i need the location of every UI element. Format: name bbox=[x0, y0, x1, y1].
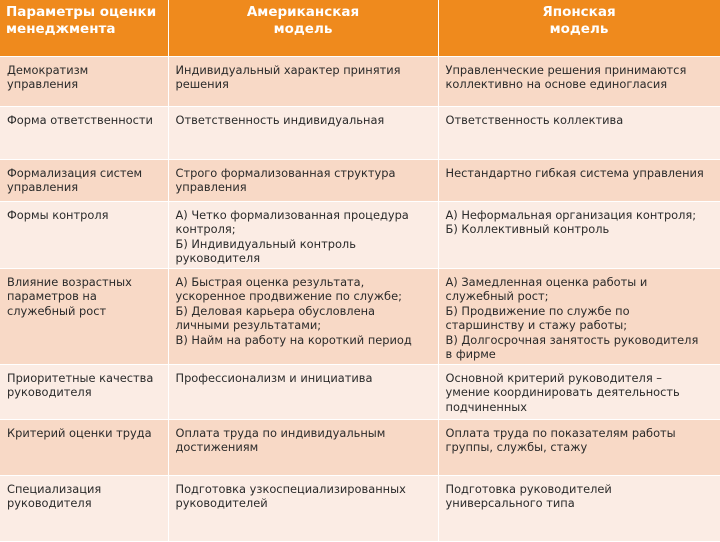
header-parameters: Параметры оценки менеджмента bbox=[0, 0, 168, 56]
row-american: Строго формализованная структура управления bbox=[168, 159, 438, 201]
header-row bbox=[0, 0, 720, 56]
row-parameter: Специализация руководителя bbox=[0, 475, 168, 541]
table-row bbox=[0, 201, 720, 268]
row-american: Ответственность индивидуальная bbox=[168, 106, 438, 159]
row-american: А) Быстрая оценка результата, ускоренное продвижение по службе; Б) Деловая карьера обусловлена личными результатами; В) Найм на работу на короткий период bbox=[168, 268, 438, 364]
table-row bbox=[0, 475, 720, 541]
row-parameter: Критерий оценки труда bbox=[0, 419, 168, 475]
row-japanese: Оплата труда по показателям работы группы, службы, стажу bbox=[438, 419, 720, 475]
table-row bbox=[0, 419, 720, 475]
row-american: А) Четко формализованная процедура контроля; Б) Индивидуальный контроль руководителя bbox=[168, 201, 438, 268]
row-parameter: Демократизм управления bbox=[0, 56, 168, 106]
row-japanese: Основной критерий руководителя – умение координировать деятельность подчиненных bbox=[438, 364, 720, 419]
row-parameter: Приоритетные качества руководителя bbox=[0, 364, 168, 419]
table-row bbox=[0, 106, 720, 159]
table-row bbox=[0, 56, 720, 106]
row-parameter: Влияние возрастных параметров на служебный рост bbox=[0, 268, 168, 364]
row-japanese: Нестандартно гибкая система управления bbox=[438, 159, 720, 201]
row-japanese: Управленческие решения принимаются коллективно на основе единогласия bbox=[438, 56, 720, 106]
row-parameter: Формализация систем управления bbox=[0, 159, 168, 201]
table-row bbox=[0, 268, 720, 364]
header-japanese-model: Японская модель bbox=[438, 0, 720, 56]
table-row bbox=[0, 159, 720, 201]
table-row bbox=[0, 364, 720, 419]
row-japanese: Подготовка руководителей универсального типа bbox=[438, 475, 720, 541]
row-parameter: Форма ответственности bbox=[0, 106, 168, 159]
row-american: Оплата труда по индивидуальным достижениям bbox=[168, 419, 438, 475]
row-japanese: Ответственность коллектива bbox=[438, 106, 720, 159]
header-american-model: Американская модель bbox=[168, 0, 438, 56]
row-japanese: А) Неформальная организация контроля; Б) Коллективный контроль bbox=[438, 201, 720, 268]
row-american: Индивидуальный характер принятия решения bbox=[168, 56, 438, 106]
row-american: Профессионализм и инициатива bbox=[168, 364, 438, 419]
row-american: Подготовка узкоспециализированных руководителей bbox=[168, 475, 438, 541]
row-japanese: А) Замедленная оценка работы и служебный рост; Б) Продвижение по службе по старшинству и стажу работы; В) Долгосрочная занятость руководителя в фирме bbox=[438, 268, 720, 364]
row-parameter: Формы контроля bbox=[0, 201, 168, 268]
